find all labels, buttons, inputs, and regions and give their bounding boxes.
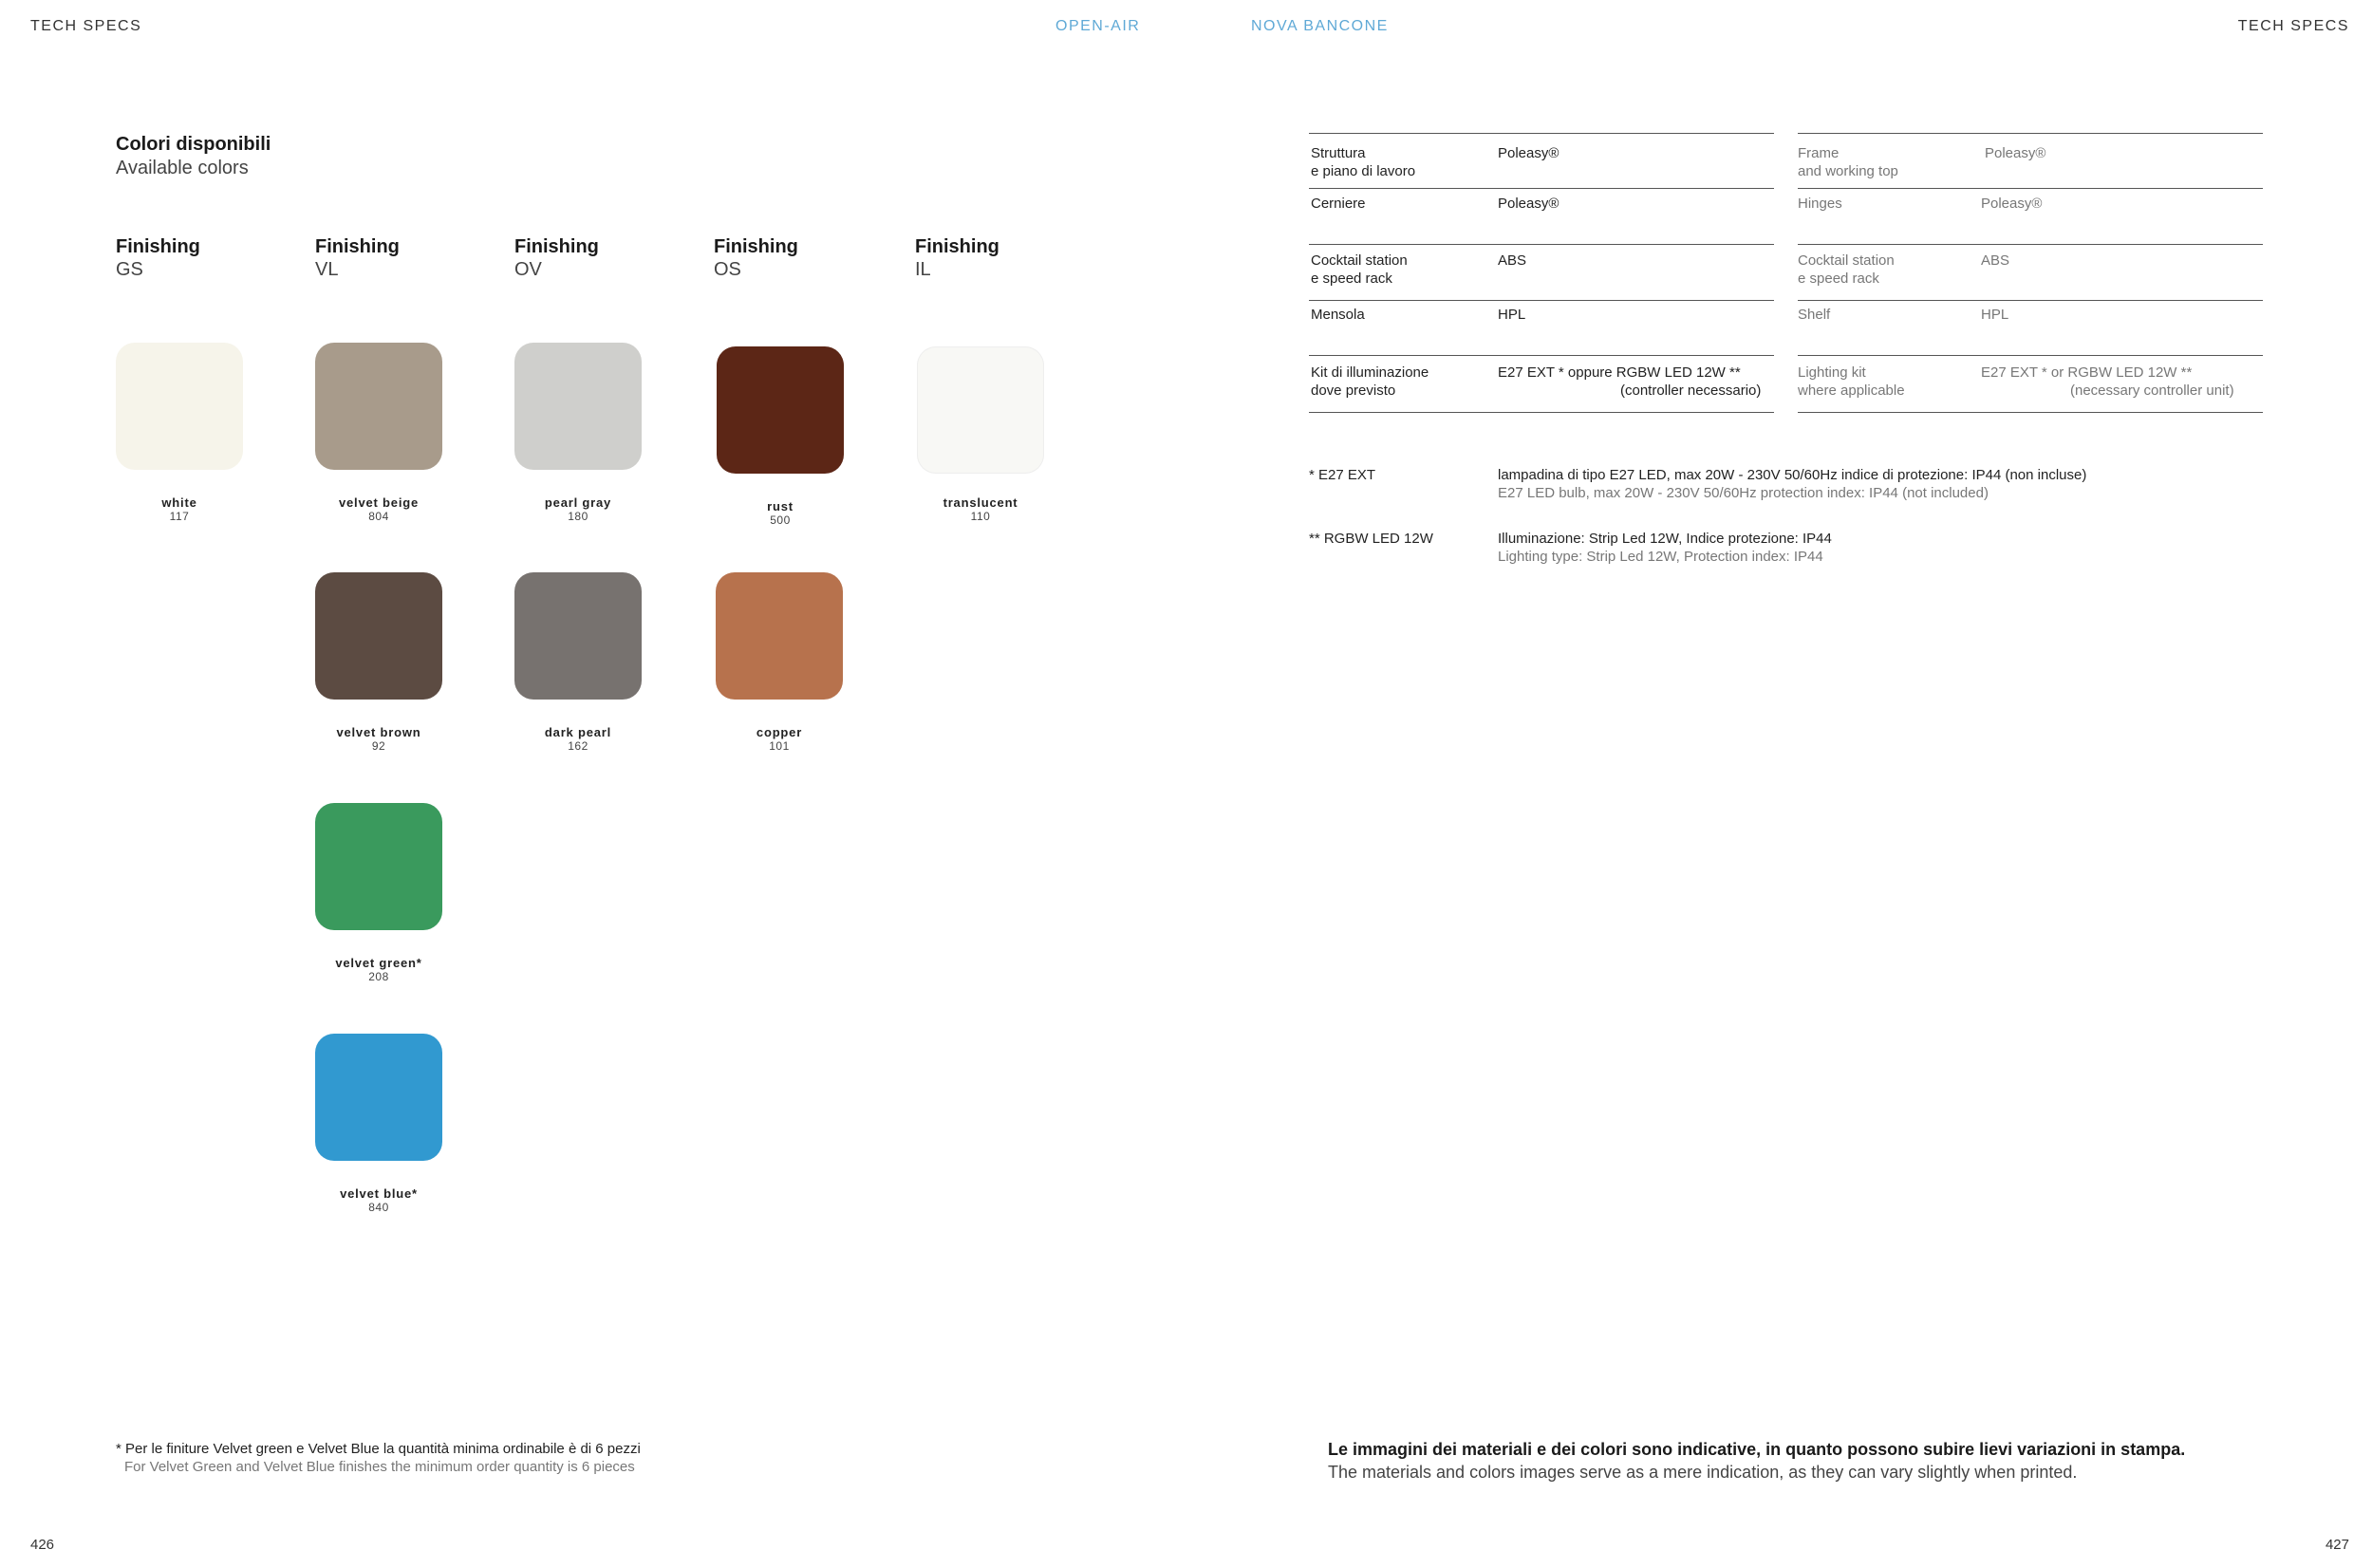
table-row (1798, 301, 2263, 355)
finishing-os (714, 235, 798, 281)
header-right: TECH SPECS (2237, 18, 2349, 34)
finishing-il (915, 235, 999, 281)
table-row (1798, 134, 2263, 188)
table-rule (1309, 412, 1774, 413)
color-chip (716, 572, 843, 700)
finishing-code: VL (315, 259, 339, 280)
swatch-code: 840 (368, 1201, 389, 1214)
spec-label: Frame and working top (1798, 145, 1898, 179)
swatch-copper (716, 572, 843, 753)
swatch-code: 101 (769, 739, 790, 753)
swatch-name: white (161, 495, 197, 510)
spec-label: Cerniere (1311, 196, 1366, 212)
finishing-label: Finishing (315, 236, 400, 257)
spec-value: Poleasy® (1985, 145, 2046, 161)
spec-label: Shelf (1798, 307, 1831, 323)
specs-table-en (1798, 133, 2263, 413)
swatch-velvet-blue (315, 1034, 442, 1214)
table-row (1798, 356, 2263, 412)
spec-label: Hinges (1798, 196, 1842, 212)
color-chip (514, 343, 642, 470)
finishing-code: OS (714, 259, 741, 280)
color-chip (315, 343, 442, 470)
finishing-gs (116, 235, 200, 281)
spec-value: HPL (1981, 307, 2009, 323)
table-row (1309, 134, 1774, 188)
swatch-velvet-beige (315, 343, 442, 523)
swatch-name: velvet green* (335, 956, 422, 970)
swatch-pearl-gray (514, 343, 642, 523)
spec-label: Lighting kit where applicable (1798, 364, 1905, 399)
table-row (1798, 245, 2263, 300)
swatch-name: velvet beige (338, 495, 420, 510)
finishing-label: Finishing (116, 236, 200, 257)
swatch-name: dark pearl (544, 725, 612, 739)
swatch-name: velvet brown (336, 725, 421, 739)
swatch-code: 92 (371, 739, 386, 753)
swatch-rust (717, 346, 844, 527)
swatch-name: pearl gray (544, 495, 612, 510)
table-row (1309, 301, 1774, 355)
spec-label: Kit di illuminazione dove previsto (1311, 364, 1429, 399)
table-row (1309, 356, 1774, 412)
swatch-translucent (917, 346, 1044, 523)
swatch-name: translucent (943, 495, 1018, 510)
spec-value-note: (necessary controller unit) (2070, 383, 2234, 399)
note-key: * E27 EXT (1309, 467, 1376, 483)
swatch-code: 110 (970, 510, 991, 523)
note-text-en: E27 LED bulb, max 20W - 230V 50/60Hz protection index: IP44 (not included) (1498, 485, 1989, 501)
color-chip (514, 572, 642, 700)
note-text-en: Lighting type: Strip Led 12W, Protection index: IP44 (1498, 549, 1823, 565)
spec-value: ABS (1498, 252, 1527, 269)
finishing-code: IL (915, 259, 931, 280)
note-key: ** RGBW LED 12W (1309, 531, 1433, 547)
spec-value: Poleasy® (1981, 196, 2043, 212)
color-chip (315, 803, 442, 930)
spec-value-note: (controller necessario) (1620, 383, 1762, 399)
header-left: TECH SPECS (30, 18, 142, 34)
disclaimer-en: The materials and colors images serve as a mere indication, as they can vary slightly when printed. (1328, 1463, 2078, 1482)
note-text-it: lampadina di tipo E27 LED, max 20W - 230V 50/60Hz indice di protezione: IP44 (non incluse) (1498, 467, 2087, 483)
note-text-it: Illuminazione: Strip Led 12W, Indice protezione: IP44 (1498, 531, 1832, 547)
color-chip (315, 572, 442, 700)
swatch-code: 208 (368, 970, 389, 983)
finishing-label: Finishing (915, 236, 999, 257)
table-row (1309, 245, 1774, 300)
swatch-code: 500 (770, 513, 791, 527)
spec-label: Mensola (1311, 307, 1365, 323)
finishing-label: Finishing (514, 236, 599, 257)
swatch-velvet-green (315, 803, 442, 983)
spec-label: Cocktail station e speed rack (1311, 252, 1408, 287)
swatch-white (116, 343, 243, 523)
specs-table-it (1309, 133, 1774, 413)
finishing-label: Finishing (714, 236, 798, 257)
spec-value: ABS (1981, 252, 2010, 269)
colors-title-it: Colori disponibili (116, 134, 271, 155)
spec-label: Cocktail station e speed rack (1798, 252, 1895, 287)
spec-value: Poleasy® (1498, 145, 1560, 161)
finishing-code: OV (514, 259, 542, 280)
swatch-code: 804 (368, 510, 389, 523)
spec-value: Poleasy® (1498, 196, 1560, 212)
swatch-velvet-brown (315, 572, 442, 753)
colors-title-en: Available colors (116, 158, 249, 178)
table-rule (1798, 412, 2263, 413)
spec-value: E27 EXT * oppure RGBW LED 12W ** (1498, 364, 1741, 381)
swatch-name: velvet blue* (340, 1186, 418, 1201)
footnote-en: For Velvet Green and Velvet Blue finishes the minimum order quantity is 6 pieces (124, 1459, 635, 1475)
finishing-code: GS (116, 259, 143, 280)
swatch-name: rust (767, 499, 794, 513)
page-number-right: 427 (2325, 1537, 2349, 1553)
page-number-left: 426 (30, 1537, 55, 1553)
color-chip (315, 1034, 442, 1161)
finishing-vl (315, 235, 400, 281)
color-chip (917, 346, 1044, 474)
swatch-code: 162 (568, 739, 588, 753)
swatch-code: 117 (169, 510, 190, 523)
disclaimer-it: Le immagini dei materiali e dei colori sono indicative, in quanto possono subire lievi variazioni in stampa. (1328, 1440, 2186, 1459)
footnote-it: * Per le finiture Velvet green e Velvet Blue la quantità minima ordinabile è di 6 pezzi (116, 1441, 641, 1457)
finishing-ov (514, 235, 599, 281)
spec-value: HPL (1498, 307, 1526, 323)
header-category: OPEN-AIR (1055, 18, 1141, 34)
table-row (1309, 189, 1774, 244)
swatch-dark-pearl (514, 572, 642, 753)
spec-label: Struttura e piano di lavoro (1311, 145, 1416, 179)
swatch-name: copper (756, 725, 803, 739)
swatch-code: 180 (568, 510, 588, 523)
table-row (1798, 189, 2263, 244)
header-product: NOVA BANCONE (1251, 18, 1389, 34)
spec-value: E27 EXT * or RGBW LED 12W ** (1981, 364, 2193, 381)
color-chip (116, 343, 243, 470)
color-chip (717, 346, 844, 474)
